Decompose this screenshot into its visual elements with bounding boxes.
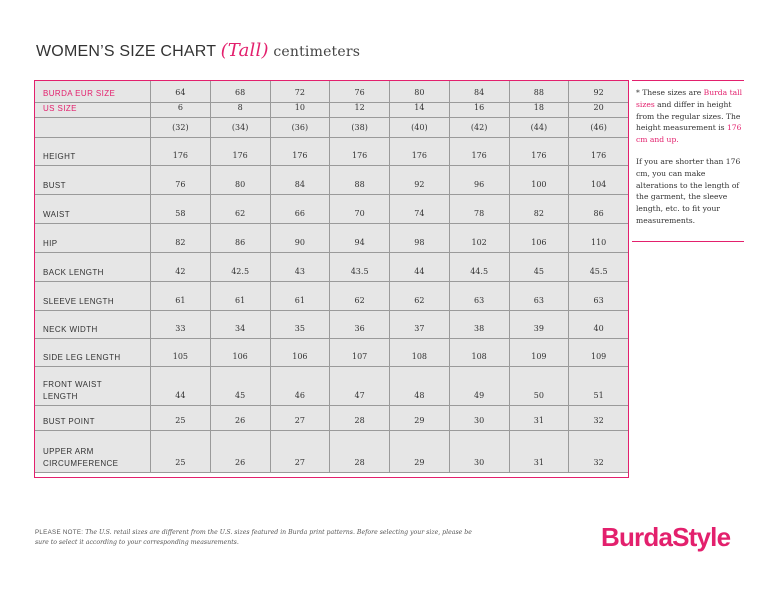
table-cell: 14	[390, 103, 450, 118]
note-highlight: 176 cm and up.	[636, 123, 742, 145]
table-cell: 80	[390, 81, 450, 103]
alteration-note-paragraph: If you are shorter than 176 cm, you can make alterations to the length of the garment, the sleeve length, etc. to fit your measurements.	[636, 156, 741, 225]
row-label-bust-point: BUST POINT	[35, 406, 151, 431]
table-cell: 44	[151, 367, 211, 406]
table-cell: 94	[330, 224, 390, 253]
table-cell: (38)	[330, 118, 390, 138]
table-cell: 27	[270, 406, 330, 431]
row-label-neck-width: NECK WIDTH	[35, 311, 151, 339]
table-cell: 32	[569, 406, 629, 431]
row-label-front-waist-length	[35, 367, 151, 406]
table-row	[35, 103, 629, 118]
table-cell: 45	[210, 367, 270, 406]
table-cell: 176	[210, 138, 270, 166]
row-label-line: FRONT WAIST	[43, 380, 103, 389]
table-cell: 47	[330, 367, 390, 406]
row-label-line: LENGTH	[43, 392, 78, 401]
table-cell: 44.5	[449, 253, 509, 282]
table-row	[35, 138, 629, 166]
row-label-back-length: BACK LENGTH	[35, 253, 151, 282]
table-row	[35, 118, 629, 138]
table-cell: 50	[509, 367, 569, 406]
table-row	[35, 431, 629, 473]
size-chart-table	[34, 80, 629, 473]
table-cell: 29	[390, 406, 450, 431]
table-cell: (40)	[390, 118, 450, 138]
table-cell: 70	[330, 195, 390, 224]
table-cell: 176	[569, 138, 629, 166]
table-cell: 106	[270, 339, 330, 367]
table-cell: 6	[151, 103, 211, 118]
table-cell: 176	[270, 138, 330, 166]
table-cell: 61	[210, 282, 270, 311]
table-cell: 106	[509, 224, 569, 253]
table-cell: 30	[449, 431, 509, 473]
table-cell: 43.5	[330, 253, 390, 282]
table-cell: 37	[390, 311, 450, 339]
table-cell: 51	[569, 367, 629, 406]
table-cell: 61	[151, 282, 211, 311]
table-cell: 74	[390, 195, 450, 224]
table-cell: 176	[330, 138, 390, 166]
row-label-hip: HIP	[35, 224, 151, 253]
table-cell: 105	[151, 339, 211, 367]
table-cell: 26	[210, 431, 270, 473]
table-cell: (42)	[449, 118, 509, 138]
title-unit: centimeters	[273, 44, 361, 60]
table-cell: 46	[270, 367, 330, 406]
table-cell: 26	[210, 406, 270, 431]
table-cell: 63	[449, 282, 509, 311]
table-cell: 104	[569, 166, 629, 195]
footnote-lead: PLEASE NOTE:	[35, 529, 84, 536]
table-cell: 28	[330, 406, 390, 431]
table-cell: 28	[330, 431, 390, 473]
table-cell: 61	[270, 282, 330, 311]
table-cell: 49	[449, 367, 509, 406]
row-label-burda-eur-size: BURDA EUR SIZE	[35, 81, 151, 103]
table-cell: 110	[569, 224, 629, 253]
row-label-line: CIRCUMFERENCE	[43, 459, 119, 468]
table-cell: 43	[270, 253, 330, 282]
table-row	[35, 311, 629, 339]
table-cell: 176	[390, 138, 450, 166]
table-cell: 31	[509, 406, 569, 431]
row-label-upper-arm-circumference	[35, 431, 151, 473]
table-cell: 32	[569, 431, 629, 473]
table-row	[35, 253, 629, 282]
table-row	[35, 224, 629, 253]
table-cell: 62	[390, 282, 450, 311]
table-row	[35, 195, 629, 224]
table-cell: 25	[151, 431, 211, 473]
table-cell: (32)	[151, 118, 211, 138]
table-cell: 86	[569, 195, 629, 224]
table-cell: 96	[449, 166, 509, 195]
footnote	[35, 528, 475, 548]
row-label-line: UPPER ARM	[43, 447, 94, 456]
table-cell: 98	[390, 224, 450, 253]
table-cell: 25	[151, 406, 211, 431]
note-highlight: Burda tall sizes	[636, 88, 743, 109]
table-cell: 86	[210, 224, 270, 253]
table-cell: 31	[509, 431, 569, 473]
table-row	[35, 166, 629, 195]
note-text: and differ in height from the regular sizes. The height measurement is	[636, 99, 741, 133]
table-cell: 40	[569, 311, 629, 339]
table-cell: 109	[509, 339, 569, 367]
table-cell: 68	[210, 81, 270, 103]
row-label-sleeve-length: SLEEVE LENGTH	[35, 282, 151, 311]
table-cell: 176	[509, 138, 569, 166]
table-cell: 35	[270, 311, 330, 339]
table-cell: 38	[449, 311, 509, 339]
table-cell: 176	[449, 138, 509, 166]
table-cell: 29	[390, 431, 450, 473]
table-cell: 34	[210, 311, 270, 339]
table-cell: 107	[330, 339, 390, 367]
table-cell: 39	[509, 311, 569, 339]
table-cell: 45	[509, 253, 569, 282]
table-cell: 64	[151, 81, 211, 103]
table-cell: 88	[330, 166, 390, 195]
table-cell: 90	[270, 224, 330, 253]
table-cell: 12	[330, 103, 390, 118]
table-cell: 76	[330, 81, 390, 103]
table-row	[35, 282, 629, 311]
row-label-waist: WAIST	[35, 195, 151, 224]
row-label-height: HEIGHT	[35, 138, 151, 166]
table-cell: 42	[151, 253, 211, 282]
table-cell: (44)	[509, 118, 569, 138]
burdastyle-logo: BurdaStyle	[601, 522, 731, 552]
table-cell: 82	[151, 224, 211, 253]
table-cell: 76	[151, 166, 211, 195]
table-cell: 44	[390, 253, 450, 282]
row-label-bust: BUST	[35, 166, 151, 195]
table-cell: 42.5	[210, 253, 270, 282]
table-cell: 63	[569, 282, 629, 311]
table-cell: 36	[330, 311, 390, 339]
table-cell: 33	[151, 311, 211, 339]
table-cell: 92	[390, 166, 450, 195]
table-row	[35, 81, 629, 103]
page-title	[36, 40, 360, 61]
table-cell: 66	[270, 195, 330, 224]
row-label-side-leg-length: SIDE LEG LENGTH	[35, 339, 151, 367]
table-cell: 84	[449, 81, 509, 103]
table-cell: 27	[270, 431, 330, 473]
tall-sizes-note-paragraph	[636, 87, 742, 146]
table-cell: (46)	[569, 118, 629, 138]
table-cell: 45.5	[569, 253, 629, 282]
table-cell: 58	[151, 195, 211, 224]
table-cell: 20	[569, 103, 629, 118]
table-row	[35, 406, 629, 431]
table-cell: 176	[151, 138, 211, 166]
table-cell: 102	[449, 224, 509, 253]
table-cell: 16	[449, 103, 509, 118]
table-cell: 84	[270, 166, 330, 195]
table-cell: 92	[569, 81, 629, 103]
table-row	[35, 367, 629, 406]
table-cell: 62	[330, 282, 390, 311]
table-row	[35, 339, 629, 367]
table-cell: 108	[449, 339, 509, 367]
table-cell: 72	[270, 81, 330, 103]
table-cell: 30	[449, 406, 509, 431]
title-main: WOMEN’S SIZE CHART	[36, 43, 216, 60]
row-label-us-size-alt	[35, 118, 151, 138]
table-cell: 80	[210, 166, 270, 195]
table-cell: 63	[509, 282, 569, 311]
footnote-text: The U.S. retail sizes are different from the U.S. sizes featured in Burda print patterns. Before selecting your size, please be sure to select it according to your corresponding measurements.	[35, 529, 472, 546]
title-tall: (Tall)	[220, 40, 269, 61]
table-cell: 88	[509, 81, 569, 103]
table-cell: 10	[270, 103, 330, 118]
table-cell: 78	[449, 195, 509, 224]
table-cell: 18	[509, 103, 569, 118]
row-label-us-size: US SIZE	[35, 103, 151, 118]
table-cell: 108	[390, 339, 450, 367]
table-cell: 109	[569, 339, 629, 367]
table-cell: (34)	[210, 118, 270, 138]
table-cell: (36)	[270, 118, 330, 138]
table-cell: 106	[210, 339, 270, 367]
tall-sizes-note	[632, 80, 744, 242]
table-cell: 48	[390, 367, 450, 406]
table-cell: 8	[210, 103, 270, 118]
table-cell: 82	[509, 195, 569, 224]
table-cell: 100	[509, 166, 569, 195]
table-cell: 62	[210, 195, 270, 224]
note-text: * These sizes are	[636, 88, 704, 97]
